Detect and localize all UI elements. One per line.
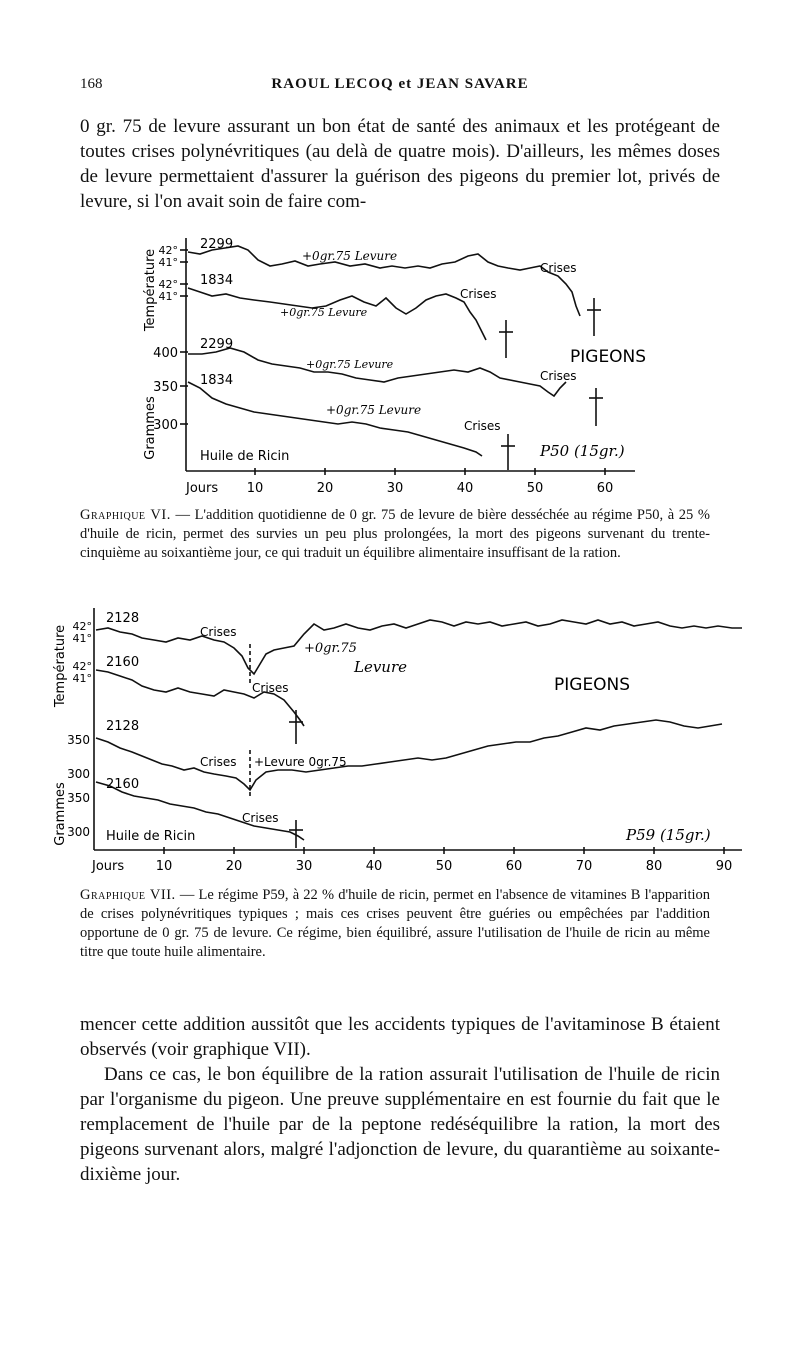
weight-curve-2299 xyxy=(188,348,566,396)
curve-id-label: 2160 xyxy=(106,655,140,670)
running-head xyxy=(80,76,720,100)
regime-label: P50 (15gr.) xyxy=(540,442,625,460)
x-tick: 90 xyxy=(715,859,733,874)
crises-annotation: Crises xyxy=(200,755,237,769)
curve-id-label: 1834 xyxy=(200,273,234,288)
x-tick: 80 xyxy=(645,859,663,874)
caption-text: — Le régime P59, à 22 % d'huile de ricin, permet en l'absence de vitamines B l'apparition de crises polynévritiques typiques ; mais ces crises peuvent être guéries ou empêchées par l'addition opportune de 0 gr. 75 de levure. Ce régime, bien équilibré, assure l'utilisation de l'huile de ricin au même titre que toute huile alimentaire. xyxy=(80,887,710,960)
pigeons-label: PIGEONS xyxy=(570,347,647,367)
curve-id-label: 2128 xyxy=(106,611,140,626)
x-tick: 10 xyxy=(246,481,264,496)
crises-annotation: Crises xyxy=(200,625,237,639)
yeast-annotation: +0gr.75 Levure xyxy=(326,403,422,417)
regime-label: P59 (15gr.) xyxy=(626,826,711,844)
grams-tick: 300 xyxy=(67,825,90,839)
page-number: 168 xyxy=(80,76,103,92)
x-tick: 50 xyxy=(435,859,453,874)
pigeons-label: PIGEONS xyxy=(554,675,631,695)
crises-annotation: Crises xyxy=(464,419,501,433)
x-tick: 30 xyxy=(386,481,404,496)
weight-curve-2128 xyxy=(96,720,722,790)
grams-tick: 400 xyxy=(153,346,178,361)
grams-tick: 300 xyxy=(67,767,90,781)
x-axis-label: Jours xyxy=(92,859,125,874)
caption-label: Graphique VI. xyxy=(80,507,171,523)
yeast-annotation: +Levure 0gr.75 xyxy=(254,755,347,769)
running-title: RAOUL LECOQ et JEAN SAVARE xyxy=(271,76,529,92)
grams-tick: 350 xyxy=(153,380,178,395)
temperature-axis-label: Température xyxy=(143,248,158,332)
x-tick: 50 xyxy=(526,481,544,496)
x-tick: 40 xyxy=(456,481,474,496)
temp-tick: 42° xyxy=(72,660,92,673)
curve-id-label: 2299 xyxy=(200,237,234,252)
temp-tick: 42° xyxy=(158,278,178,291)
oil-label: Huile de Ricin xyxy=(106,829,196,844)
crises-annotation: Crises xyxy=(460,287,497,301)
caption-vi xyxy=(80,506,710,563)
temperature-axis-label: Température xyxy=(53,624,68,708)
temp-tick: 42° xyxy=(158,244,178,257)
x-tick: 30 xyxy=(295,859,313,874)
grams-axis-label: Grammes xyxy=(143,396,158,460)
temp-curve-2160 xyxy=(96,670,304,726)
caption-label: Graphique VII. xyxy=(80,887,176,903)
x-tick: 70 xyxy=(575,859,593,874)
graph-vi xyxy=(130,228,690,498)
x-tick: 20 xyxy=(225,859,243,874)
crises-annotation: Crises xyxy=(540,369,577,383)
paragraph-top: 0 gr. 75 de levure assurant un bon état de santé des animaux et les protégeant de toutes crises polynévritiques (au delà de quatre mois). D'ailleurs, les mêmes doses de levure permettaient d'assurer la guérison des pigeons du premier lot, privés de levure, si l'on avait soin de faire com- xyxy=(80,116,720,212)
yeast-annotation: Levure xyxy=(354,658,408,676)
temp-tick: 41° xyxy=(72,632,92,645)
yeast-annotation: +0gr.75 Levure xyxy=(302,249,398,263)
paragraph-continuation: mencer cette addition aussitôt que les accidents typiques de l'avitaminose B étaient observés (voir graphique VII). xyxy=(80,1014,720,1060)
yeast-annotation: +0gr.75 xyxy=(304,641,357,656)
x-tick: 60 xyxy=(596,481,614,496)
paragraph: Dans ce cas, le bon équilibre de la ration assurait l'utilisation de l'huile de ricin par l'organisme du pigeon. Une preuve supplémentaire en est fournie du fait que le remplacement de l'huile par de la peptone redéséquilibre la ration, la mort des pigeons survenant alors, malgré l'adjonction de levure, du quarantième au soixante-dixième jour. xyxy=(80,1064,720,1185)
curve-id-label: 2299 xyxy=(200,337,234,352)
x-tick: 20 xyxy=(316,481,334,496)
curve-id-label: 2128 xyxy=(106,719,140,734)
paragraph-bottom xyxy=(80,1012,720,1187)
crises-annotation: Crises xyxy=(242,811,279,825)
caption-text: — L'addition quotidienne de 0 gr. 75 de levure de bière desséchée au régime P50, à 25 % d'huile de ricin, permet des survies un peu plus prolongées, la mort des pigeons survenant du trente-cinquième au soixantième jour, ce qui traduit un équilibre alimentaire insuffisant de la ration. xyxy=(80,507,710,561)
grams-tick: 350 xyxy=(67,791,90,805)
x-tick: 10 xyxy=(155,859,173,874)
caption-vii xyxy=(80,886,710,962)
x-axis-label: Jours xyxy=(186,481,219,496)
temp-tick: 41° xyxy=(158,290,178,303)
x-tick: 60 xyxy=(505,859,523,874)
temp-tick: 41° xyxy=(158,256,178,269)
crises-annotation: Crises xyxy=(252,681,289,695)
temp-tick: 41° xyxy=(72,672,92,685)
yeast-annotation: +0gr.75 Levure xyxy=(280,306,368,319)
grams-tick: 350 xyxy=(67,733,90,747)
grams-tick: 300 xyxy=(153,418,178,433)
curve-id-label: 1834 xyxy=(200,373,234,388)
grams-axis-label: Grammes xyxy=(53,782,68,846)
curve-id-label: 2160 xyxy=(106,777,140,792)
graph-vii xyxy=(42,600,772,876)
weight-curve-1834 xyxy=(188,382,482,456)
temp-curve-2128 xyxy=(96,620,742,674)
x-tick: 40 xyxy=(365,859,383,874)
temp-tick: 42° xyxy=(72,620,92,633)
oil-label: Huile de Ricin xyxy=(200,449,290,464)
crises-annotation: Crises xyxy=(540,261,577,275)
yeast-annotation: +0gr.75 Levure xyxy=(306,358,394,371)
